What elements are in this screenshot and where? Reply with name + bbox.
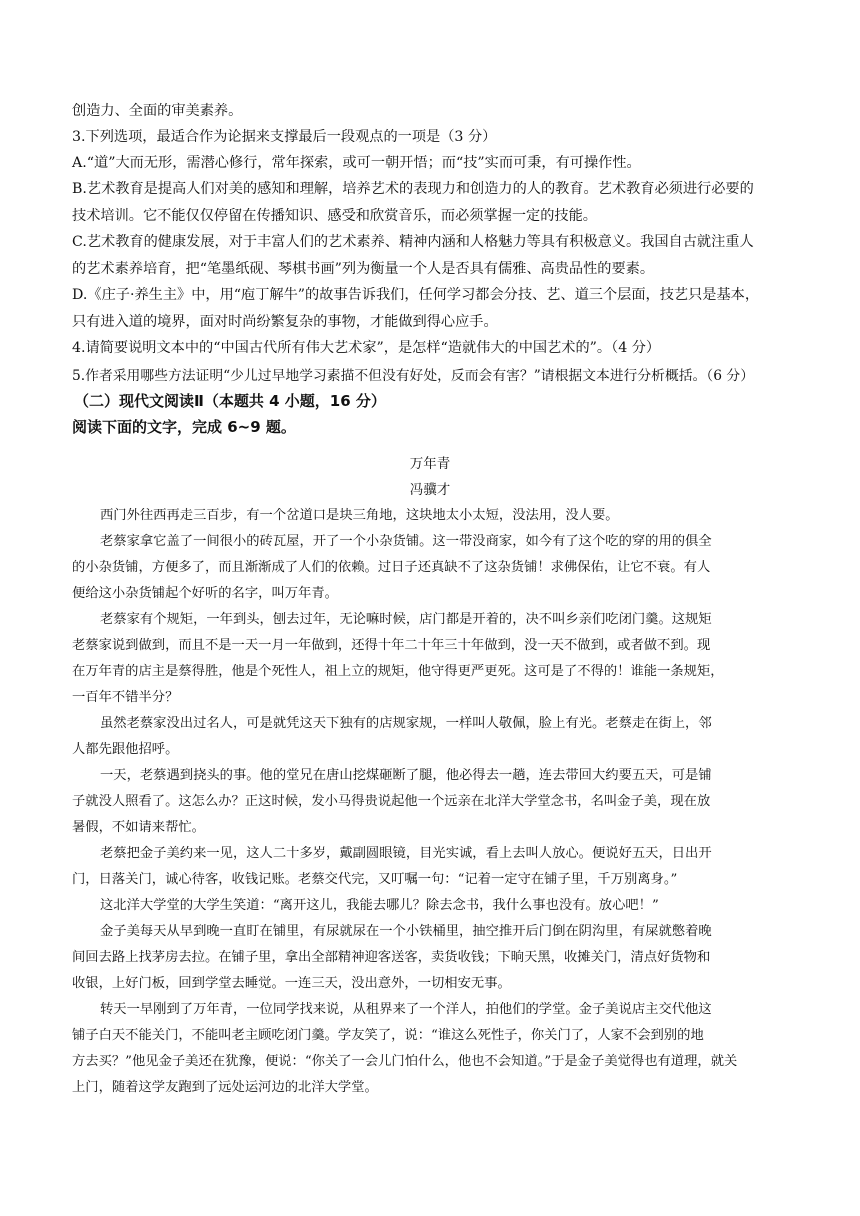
story-paragraph-line: 收银，上好门板，回到学堂去睡觉。一连三天，没出意外，一切相安无事。 (72, 976, 511, 991)
story-paragraph-line: 老蔡把金子美约来一见，这人二十多岁，戴副圆眼镜，目光实诚，看上去叫人放心。便说好五天，日出开 (100, 846, 712, 861)
story-title: 万年青 (409, 456, 451, 472)
continuation-line: 创造力、全面的审美素养。 (72, 103, 243, 119)
option-b-line-1: B.艺术教育是提高人们对美的感知和理解，培养艺术的表现力和创造力的人的教育。艺术教育必须进行必要的 (72, 181, 754, 197)
story-paragraph-line: 的小杂货铺，方便多了，而且渐渐成了人们的依赖。过日子还真缺不了这杂货铺！求佛保佑，让它不衰。有人 (72, 560, 711, 575)
story-paragraph-line: 老蔡家有个规矩，一年到头，刨去过年，无论嘛时候，店门都是开着的，决不叫乡亲们吃闭门羹。这规矩 (100, 612, 712, 627)
question-5: 5.作者采用哪些方法证明“少儿过早地学习素描不但没有好处，反而会有害？”请根据文本进行分析概括。（6 分） (72, 368, 754, 384)
section-heading: （二）现代文阅读Ⅱ（本题共 4 小题，16 分） (74, 392, 386, 410)
story-paragraph-line: 虽然老蔡家没出过名人，可是就凭这天下独有的店规家规，一样叫人敬佩，脸上有光。老蔡走在街上，邻 (100, 716, 712, 731)
question-4: 4.请简要说明文本中的“中国古代所有伟大艺术家”，是怎样“造就伟大的中国艺术的”。（4 分） (72, 340, 661, 356)
reading-instruction: 阅读下面的文字，完成 6~9 题。 (72, 418, 296, 436)
story-paragraph-line: 间回去路上找茅房去拉。在铺子里，拿出全部精神迎客送客，卖货收钱；下晌天黑，收摊关门，清点好货物和 (72, 950, 711, 965)
story-paragraph-line: 上门，随着这学友跑到了远处运河边的北洋大学堂。 (72, 1080, 378, 1095)
option-c-line-2: 的艺术素养培育，把“笔墨纸砚、琴棋书画”列为衡量一个人是否具有儒雅、高贵品性的要素。 (72, 261, 655, 277)
option-b-line-2: 技术培训。它不能仅仅停留在传播知识、感受和欣赏音乐，而必须掌握一定的技能。 (72, 208, 597, 224)
story-author: 冯骥才 (409, 482, 451, 498)
story-paragraph-line: 人都先跟他招呼。 (72, 742, 179, 757)
story-paragraph-line: 一百年不错半分？ (72, 690, 179, 705)
option-d-line-1: D.《庄子·养生主》中，用“庖丁解牛”的故事告诉我们，任何学习都会分技、艺、道三个层面，技艺只是基本， (72, 287, 760, 303)
story-paragraph-line: 转天一早刚到了万年青，一位同学找来说，从租界来了一个洋人，拍他们的学堂。金子美说店主交代他这 (100, 1002, 712, 1017)
story-paragraph-line: 一天，老蔡遇到挠头的事。他的堂兄在唐山挖煤砸断了腿，他必得去一趟，连去带回大约要五天，可是铺 (100, 768, 712, 783)
story-paragraph-line: 老蔡家说到做到，而且不是一天一月一年做到，还得十年二十年三十年做到，没一天不做到，或者做不到。现 (72, 638, 711, 653)
story-paragraph-line: 这北洋大学堂的大学生笑道：“离开这儿，我能去哪儿？除去念书，我什么事也没有。放心吧！” (100, 898, 659, 913)
question-3: 3.下列选项，最适合作为论据来支撑最后一段观点的一项是（3 分） (72, 129, 497, 145)
story-paragraph-line: 在万年青的店主是蔡得胜，他是个死性人，祖上立的规矩，他守得更严更死。这可是了不得的！谁能一条规矩， (72, 664, 724, 679)
story-paragraph-line: 西门外往西再走三百步，有一个岔道口是块三角地，这块地太小太短，没法用，没人要。 (100, 508, 619, 523)
option-d-line-2: 只有进入道的境界，面对时尚纷繁复杂的事物，才能做到得心应手。 (72, 314, 498, 330)
story-paragraph-line: 金子美每天从早到晚一直盯在铺里，有尿就尿在一个小铁桶里，抽空推开后门倒在阴沟里，有屎就憋着晚 (100, 924, 712, 939)
story-paragraph-line: 暑假，不如请来帮忙。 (72, 820, 205, 835)
story-paragraph-line: 门，日落关门，诚心待客，收钱记账。老蔡交代完，又叮嘱一句：“记着一定守在铺子里，千万别离身。” (72, 872, 678, 887)
story-paragraph-line: 子就没人照看了。这怎么办？正这时候，发小马得贵说起他一个远亲在北洋大学堂念书，名叫金子美，现在放 (72, 794, 711, 809)
story-paragraph-line: 方去买？”他见金子美还在犹豫，便说：“你关了一会儿门怕什么，他也不会知道。”于是金子美觉得也有道理，就关 (72, 1054, 738, 1069)
option-a: A.“道”大而无形，需潜心修行，常年探索，或可一朝开悟；而“技”实而可秉，有可操作性。 (72, 155, 641, 171)
option-c-line-1: C.艺术教育的健康发展，对于丰富人们的艺术素养、精神内涵和人格魅力等具有积极意义。我国自古就注重人 (72, 234, 754, 250)
story-paragraph-line: 老蔡家拿它盖了一间很小的砖瓦屋，开了一个小杂货铺。这一带没商家，如今有了这个吃的穿的用的俱全 (100, 534, 712, 549)
story-paragraph-line: 铺子白天不能关门，不能叫老主顾吃闭门羹。学友笑了，说：“谁这么死性子，你关门了，人家不会到别的地 (72, 1028, 704, 1043)
story-paragraph-line: 便给这小杂货铺起个好听的名字，叫万年青。 (72, 586, 338, 601)
